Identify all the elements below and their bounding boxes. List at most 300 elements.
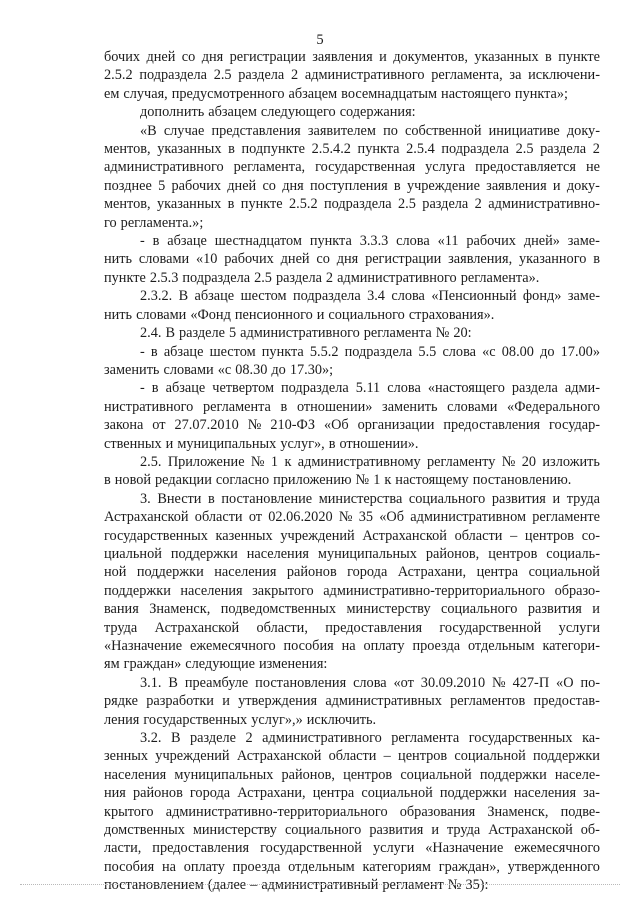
word: согласно [215,472,270,489]
word: 20: [453,325,472,342]
word: содержания: [339,104,416,121]
text-line [104,379,600,397]
word: в [150,343,158,360]
word: регламента, [233,159,306,176]
word: центров [343,766,393,783]
word: настоящему [395,472,469,489]
word: «11 [437,233,459,250]
word: словами [447,398,498,415]
word: подраздела [182,269,251,286]
word: абзаце [163,343,204,360]
word: административно-территориального [323,582,546,599]
word: населения [246,545,309,562]
word: дня [282,177,304,194]
word: заме- [567,233,600,250]
word: поддержки [104,582,171,599]
word: поддержки [479,766,547,783]
word: и [222,693,230,710]
word: отношении». [339,435,419,452]
word: 08.30 [235,361,268,378]
text-line [104,637,600,655]
word: 3.2. [140,730,162,747]
text-line [104,545,600,563]
word: «настоящего [427,380,505,397]
word: в [545,49,552,65]
word: регламенту [427,453,496,470]
word: не [585,159,600,176]
word: № [435,325,450,342]
word: ка- [582,730,600,747]
word: развития [491,490,546,507]
word: 2.5 [213,67,232,84]
word: 5 [228,325,237,342]
word: 2.5.4 [406,141,435,158]
word: до [540,343,555,360]
word: труда [104,619,138,636]
word: государственных [104,527,208,544]
word: - [140,233,145,250]
word: предоставляется [475,159,576,176]
word: «Пенсионный [431,288,517,305]
word: административный [261,877,379,894]
word: от [248,509,263,526]
word: исключени- [528,67,600,84]
word: В [170,730,181,747]
word: со [262,177,276,194]
text-line [104,343,600,361]
text-line [104,784,600,802]
word: дня [201,49,224,65]
word: 2.5.4.2 [311,141,351,158]
word: районов [286,564,337,581]
word: государственная [315,159,416,176]
word: 2.5. [140,453,162,470]
word: регламента.»; [120,214,204,231]
word: центра [312,785,355,802]
word: следующего [260,104,336,121]
word: нить [104,306,133,323]
word: 17.00» [560,343,600,360]
word: «10 [195,251,218,268]
scan-edge-artifact [20,884,620,885]
text-line [104,490,600,508]
word: новой [114,472,152,489]
word: области [328,748,377,765]
word: № [247,417,262,434]
word: рядке [104,693,138,710]
word: пункта [309,233,352,250]
word: Знаменск, [487,803,549,820]
word: заявления, [448,251,513,268]
word: Астраханской [154,619,240,636]
word: 2.5 [515,141,534,158]
word: словами [136,306,187,323]
word: восемнадцатым [341,85,438,102]
word: «Фонд [190,306,231,323]
word: Знаменск, [149,601,211,618]
word: заявителем [307,122,376,139]
word: № [338,509,353,526]
word: указанных [156,196,222,213]
text-line [104,858,600,876]
word: случае [163,122,205,139]
word: указанных [157,141,222,158]
word: указанного [519,251,587,268]
word: ем [104,85,120,102]
word: четвертом [212,380,274,397]
word: 1 [270,453,279,470]
word: государственной [439,619,542,636]
word: абзацем [208,104,257,121]
word: социальной [454,748,526,765]
word: в [208,490,215,507]
word: 3. [140,490,151,507]
word: и [316,306,325,323]
word: социального [441,601,518,618]
word: и [165,435,174,452]
word: 2.5.3 [149,269,179,286]
word: утвержденного [507,858,600,875]
word: населения [214,564,277,581]
word: образования [399,803,476,820]
word: 2.3.2. [140,288,173,305]
text-line [104,619,600,637]
word: административному [297,453,421,470]
word: слова [387,380,421,397]
word: доку- [566,177,600,194]
word: в [593,251,600,268]
word: и [431,822,439,839]
word: страхования». [408,306,495,323]
word: заменить [382,398,438,415]
word: регламента, [431,67,503,84]
word: «Назначение [104,638,183,654]
word: граждан» [123,656,182,673]
word: и [592,601,600,618]
word: поддержки [439,785,507,802]
word: «с [217,361,232,378]
word: пункте [240,196,283,213]
word: разработки [146,693,214,710]
word: государственных [143,711,248,728]
word: разделе [179,325,225,342]
word: предоставления [152,840,250,857]
text-line [104,85,600,103]
word: Астраханской [236,748,322,765]
word: Астраханской [488,822,573,839]
text-line [104,563,600,581]
word: предоставления [325,619,423,636]
word: социаль- [546,545,600,562]
text-line [104,821,600,839]
word: к [284,453,292,470]
word: указанных [474,49,539,65]
word: 2.5 [254,269,272,286]
word: на [341,638,356,654]
word: (далее [207,877,247,894]
word: подпункте [241,141,305,158]
word: административного [304,67,425,84]
word: организации [357,417,435,434]
word: центров [488,545,538,562]
word: 2 [325,269,334,286]
word: пункта [357,141,400,158]
word: Внести [157,490,202,507]
text-line [104,324,600,342]
text-line [104,435,600,453]
word: ментов, [104,196,151,213]
word: поддержки [136,564,204,581]
word: регламента [202,398,271,415]
word: № [250,453,265,470]
word: регламента [391,730,460,747]
word: - [140,343,145,360]
word: развития [527,601,582,618]
word: № [501,453,516,470]
text-line [104,177,600,195]
word: населения [104,766,167,783]
word: постановлению. [472,472,572,489]
word: государ- [549,417,600,434]
word: административном [410,509,527,526]
text-line [104,306,600,324]
word: В [178,288,189,305]
word: редакции [155,472,212,489]
word: со- [581,527,600,544]
word: – [383,748,391,765]
word: за- [583,785,600,802]
word: абзаце [167,233,207,250]
word: области, [256,619,308,636]
word: дней» [523,233,560,250]
text-line [104,416,600,434]
word: подраздела [139,67,207,84]
word: – [250,877,258,894]
word: заменить [104,361,160,378]
word: слова [391,288,425,305]
text-line [104,398,600,416]
word: 2 [290,67,299,84]
word: ласти, [104,840,142,857]
word: Астраханской [362,527,447,544]
word: раздела [511,380,558,397]
word: министерству [192,822,277,839]
word: постановления [255,674,347,691]
word: ственных [104,435,162,452]
word: 35 [358,509,374,526]
word: 2.4. [140,325,162,342]
word: нить [104,251,133,268]
word: Астрахани, [237,785,306,802]
word: слова [353,674,387,691]
text-line [104,729,600,747]
text-line [104,103,600,121]
word: дней [146,49,176,65]
word: 02.06.2020 [268,509,333,526]
word: поступления [309,177,388,194]
word: отдельным [288,858,355,875]
word: социальной [400,766,472,783]
text-line [104,674,600,692]
word: ежемесячного [189,638,276,654]
word: государственной [260,840,362,857]
word: «Об [323,417,349,434]
word: пособия [283,638,334,654]
word: центра [476,564,519,581]
word: «Об [379,509,405,526]
word: регламентов [450,693,526,710]
text-line [104,839,600,857]
word: абзаце [165,380,206,397]
text-line [104,582,600,600]
word: муниципальных [177,435,277,452]
word: подраздела [293,288,361,305]
word: изложить [542,453,600,470]
word: 5.5 [418,343,437,360]
word: об- [580,822,600,839]
word: министерству [346,601,431,618]
word: категори- [542,638,600,654]
word: в [152,233,160,250]
word: «О [556,674,574,691]
word: Астрахани, [397,564,467,581]
word: 3.1. [140,674,162,691]
word: абзаце [194,288,235,305]
word: Астраханской [104,509,189,526]
word: 35): [465,877,489,894]
document-body [104,48,600,895]
word: регламенте [532,509,600,526]
word: регистрации [229,49,306,65]
word: 27.07.2010 [174,417,239,434]
word: к [384,472,392,489]
word: пункта [261,343,304,360]
word: и [552,177,561,194]
word: подраздела [281,380,349,397]
word: социального [328,306,405,323]
word: 5 [158,177,166,194]
word: казенных [215,527,273,544]
word: подве- [560,803,600,820]
word: социального [408,490,486,507]
word: инициативе [488,122,560,139]
word: пункта»; [514,85,569,102]
word: разделе [190,730,236,747]
word: административного [337,269,457,286]
word: муниципальных [317,545,417,562]
word: по- [580,674,600,691]
word: «Федерального [507,398,600,415]
word: государственных [468,730,573,747]
word: «от [393,674,414,691]
word: на [161,858,176,875]
word: рабочих [466,233,516,250]
word: социального [284,822,362,839]
word: административно- [488,196,600,213]
word: «Назначение [425,840,504,857]
word: 08.00 [501,343,534,360]
word: административного [104,159,224,176]
word: ям [104,656,120,673]
word: услуги [558,619,600,636]
word: 2 [245,730,253,747]
text-line [104,876,600,894]
word: центров [398,748,448,765]
word: услуг», [280,435,325,452]
word: исключить. [306,711,377,728]
word: в [151,380,159,397]
word: собственной [405,122,482,139]
word: пункте [558,49,600,65]
word: нистративного [104,398,194,415]
word: области [194,509,243,526]
text-line [104,711,600,729]
word: оплату [183,858,225,875]
word: ной [104,564,127,581]
text-line [104,195,600,213]
word: 3.4 [367,288,385,305]
word: Приложение [167,453,245,470]
word: предоставления [443,417,541,434]
word: постановлением [104,877,204,894]
word: города [189,785,231,802]
word: районов [132,785,183,802]
text-line [104,140,600,158]
word: преамбуле [184,674,249,691]
word: дня [336,251,359,268]
word: раздела [275,269,322,286]
word: приложению [273,472,352,489]
word: постановление [221,490,313,507]
word: раздела [540,141,587,158]
word: учреждение [406,177,480,194]
word: вания [104,601,139,618]
word: заявления [312,49,373,65]
word: «с [482,343,496,360]
page-number: 5 [316,32,324,48]
text-line [104,527,600,545]
word: развития [369,822,424,839]
text-line [104,766,600,784]
word: В [165,325,175,342]
word: граждан», [438,858,500,875]
word: социальной [361,785,433,802]
text-line [104,655,600,673]
word: раздела [422,196,469,213]
word: 2.5.2 [104,67,133,84]
word: услуг»,» [251,711,303,728]
word: министерства [318,490,403,507]
word: 20 [521,453,537,470]
text-line [104,361,600,379]
word: города [347,564,388,581]
word: населе- [554,766,600,783]
text-line [104,66,600,84]
text-line [104,692,600,710]
text-line [104,250,600,268]
word: бочих [104,49,141,65]
word: регламента [363,325,432,342]
word: труда [566,490,600,507]
word: со [316,251,330,268]
word: ния [104,785,126,802]
word: поддержки [533,748,600,765]
word: районов, [425,545,480,562]
word: доку- [566,122,600,139]
word: пункте [104,269,146,286]
text-line [104,158,600,176]
word: закона [104,417,144,434]
